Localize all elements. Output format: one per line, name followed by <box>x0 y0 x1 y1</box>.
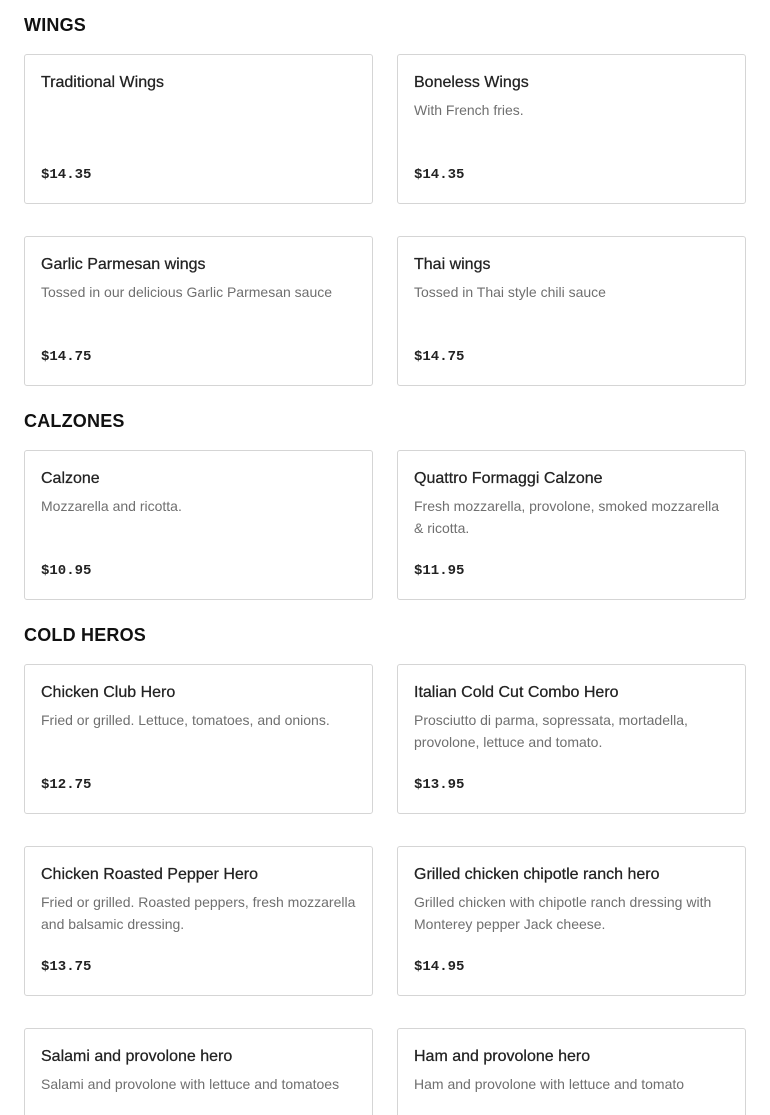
item-name: Garlic Parmesan wings <box>41 256 206 273</box>
item-description: Salami and provolone with lettuce and tomatoes <box>41 1076 340 1092</box>
item-price: $13.75 <box>41 959 92 975</box>
menu-item-card[interactable] <box>397 664 746 814</box>
item-name: Ham and provolone hero <box>414 1048 591 1065</box>
section-heading-calzones: CALZONES <box>24 411 125 431</box>
item-name: Italian Cold Cut Combo Hero <box>414 684 619 701</box>
item-price: $10.95 <box>41 563 92 579</box>
item-name: Boneless Wings <box>414 74 529 91</box>
item-name: Chicken Club Hero <box>41 684 176 701</box>
item-price: $14.35 <box>414 167 465 183</box>
item-price: $14.35 <box>41 167 92 183</box>
item-description: Grilled chicken with chipotle ranch dressing with Monterey pepper Jack cheese. <box>414 894 712 932</box>
menu-item-card[interactable] <box>24 846 373 996</box>
item-name: Thai wings <box>414 256 491 273</box>
menu-item-card[interactable] <box>397 1028 746 1115</box>
item-price: $14.75 <box>414 349 465 365</box>
item-description: Tossed in our delicious Garlic Parmesan sauce <box>41 284 333 300</box>
menu-item-card[interactable] <box>397 236 746 386</box>
menu-item-card[interactable] <box>24 664 373 814</box>
item-description: Ham and provolone with lettuce and tomato <box>414 1076 685 1092</box>
menu-item-card[interactable] <box>24 54 373 204</box>
item-name: Quattro Formaggi Calzone <box>414 470 603 487</box>
item-price: $13.95 <box>414 777 465 793</box>
section-heading-cold-heros: COLD HEROS <box>24 625 147 645</box>
item-description: With French fries. <box>414 102 524 118</box>
item-name: Chicken Roasted Pepper Hero <box>41 866 259 883</box>
menu-item-card[interactable] <box>397 450 746 600</box>
item-price: $12.75 <box>41 777 92 793</box>
item-name: Salami and provolone hero <box>41 1048 233 1065</box>
item-price: $14.75 <box>41 349 92 365</box>
menu-item-card[interactable] <box>24 450 373 600</box>
item-name: Calzone <box>41 470 100 487</box>
section-heading-wings: WINGS <box>24 15 86 35</box>
item-description: Fried or grilled. Roasted peppers, fresh mozzarella and balsamic dressing. <box>41 894 356 932</box>
item-description: Prosciutto di parma, sopressata, mortadella, provolone, lettuce and tomato. <box>414 712 688 750</box>
item-description: Fried or grilled. Lettuce, tomatoes, and onions. <box>41 712 330 728</box>
item-description: Tossed in Thai style chili sauce <box>414 284 606 300</box>
item-name: Traditional Wings <box>41 74 165 91</box>
item-name: Grilled chicken chipotle ranch hero <box>414 866 660 883</box>
menu-item-card[interactable] <box>397 846 746 996</box>
item-description: Fresh mozzarella, provolone, smoked mozzarella & ricotta. <box>414 498 720 536</box>
menu-item-card[interactable] <box>24 1028 373 1115</box>
item-price: $14.95 <box>414 959 465 975</box>
item-description: Mozzarella and ricotta. <box>41 498 182 514</box>
item-price: $11.95 <box>414 563 465 579</box>
menu-item-card[interactable] <box>24 236 373 386</box>
menu-item-card[interactable] <box>397 54 746 204</box>
